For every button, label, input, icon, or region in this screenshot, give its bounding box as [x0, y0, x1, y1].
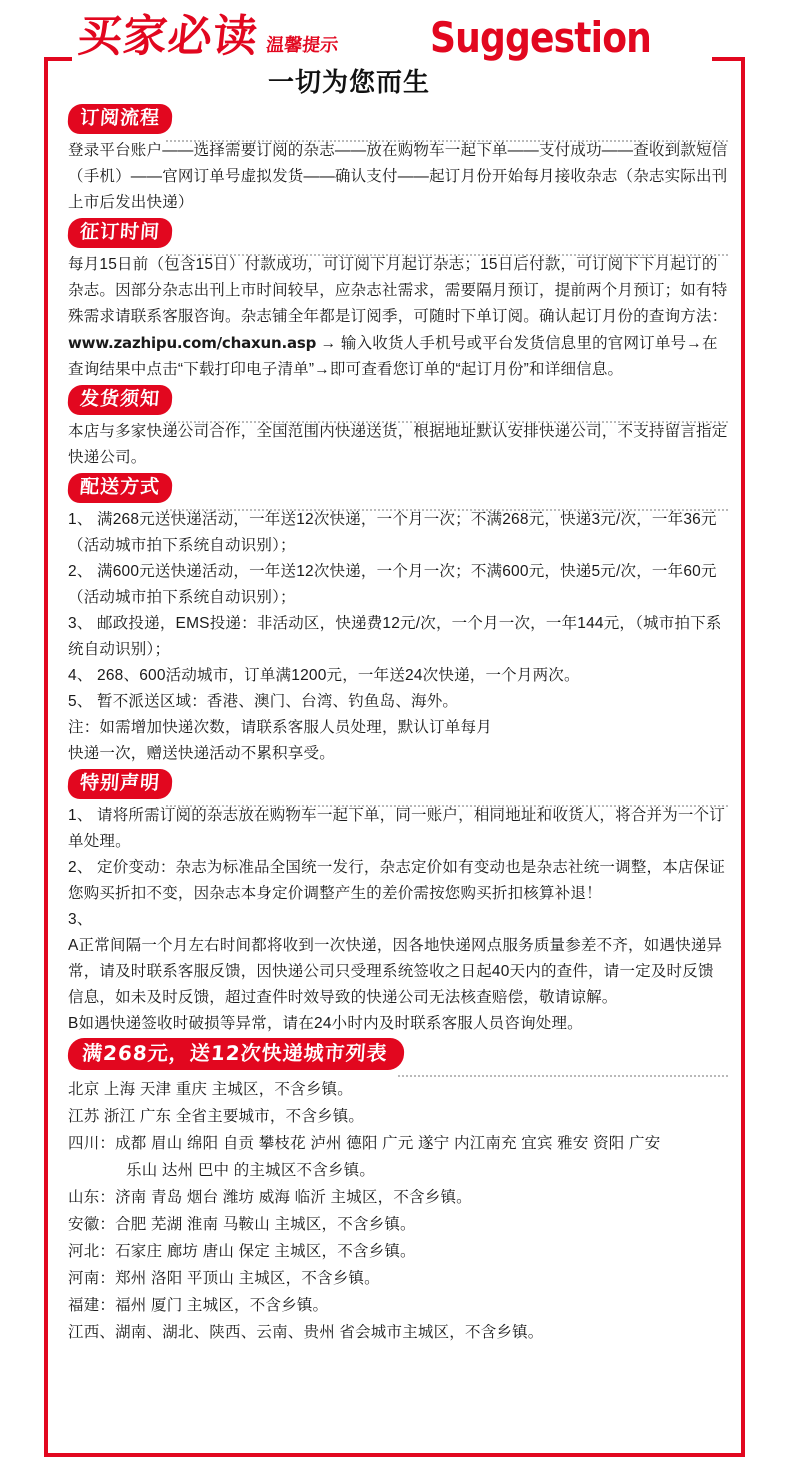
province-label: 四川： — [68, 1135, 116, 1152]
delivery-item: 4、 268、600活动城市，订单满1200元，一年送24次快递，一个月两次。 — [68, 667, 580, 684]
section-shipping-notice — [68, 385, 728, 471]
section-paragraph: 每月15日前（包含15日）付款成功，可订阅下月起订杂志；15日后付款，可订阅下下月起订的杂志。因部分杂志出刊上市时间较早，应杂志社需求，需要隔月预订，提前两个月预订；如有特殊需求请联系客服咨询。杂志铺全年都是订阅季，可随时下单订阅。确认起订月份的查询方法： — [68, 256, 728, 325]
query-method-paragraph — [68, 330, 728, 383]
masthead-slogan: 一切为您而生 — [268, 67, 431, 97]
city-row-anhui — [68, 1211, 728, 1238]
masthead-chinese-title-group — [75, 11, 340, 62]
section-badge-free-shipping-cities: 满268元，送12次快递城市列表 — [67, 1038, 405, 1070]
masthead-title-en: Suggestion — [430, 13, 652, 62]
province-label: 福建： — [68, 1297, 116, 1314]
delivery-item: 3、 邮政投递，EMS投递：非活动区，快递费12元/次，一个月一次，一年144元，（城市拍下系统自动识别）； — [68, 615, 722, 658]
header-dotted-rule — [166, 253, 728, 256]
section-subscription-process — [68, 104, 728, 216]
query-url-tail: → 输入收货人手机号或平台发货信息里的官网订单号→在查询结果中点击“下载打印电子清单”→即可查看您订单的“起订月份”和详细信息。 — [68, 335, 718, 378]
city-row: 江苏 浙江 广东 全省主要城市，不含乡镇。 — [68, 1108, 365, 1125]
section-header — [68, 104, 728, 134]
city-row-other-provinces: 江西、湖南、湖北、陕西、云南、贵州 省会城市主城区，不含乡镇。 — [68, 1324, 544, 1341]
city-list: 济南 青岛 烟台 潍坊 威海 临沂 主城区，不含乡镇。 — [115, 1189, 472, 1206]
city-row: 北京 上海 天津 重庆 主城区，不含乡镇。 — [68, 1081, 353, 1098]
province-label: 河南： — [68, 1270, 116, 1287]
city-row-sichuan — [68, 1130, 728, 1184]
city-list: 成都 眉山 绵阳 自贡 攀枝花 泸州 德阳 广元 遂宁 内江南充 宜宾 雅安 资阳 广安 — [115, 1135, 661, 1152]
header-dotted-rule — [398, 1074, 728, 1077]
section-badge-subscription-process: 订阅流程 — [67, 104, 173, 134]
section-badge-special-statement: 特别声明 — [67, 769, 173, 799]
header-dotted-rule — [166, 804, 728, 807]
section-special-statement — [68, 769, 728, 1037]
city-row-shandong — [68, 1184, 728, 1211]
section-paragraph: 本店与多家快递公司合作，全国范围内快递送货，根据地址默认安排快递公司，不支持留言指定快递公司。 — [68, 423, 728, 466]
province-label: 山东： — [68, 1189, 116, 1206]
city-row-head-body — [68, 1130, 728, 1157]
province-label: 安徽： — [68, 1216, 116, 1233]
section-free-shipping-cities — [68, 1039, 728, 1346]
delivery-item: 5、 暂不派送区域：香港、澳门、台湾、钓鱼岛、海外。 — [68, 693, 459, 710]
masthead-subtitle-cn: 温馨提示 — [265, 35, 340, 55]
section-header — [68, 473, 728, 503]
masthead-title-cn: 买家必读 — [75, 11, 261, 62]
section-badge-subscription-period: 征订时间 — [67, 218, 173, 248]
section-delivery-methods — [68, 473, 728, 767]
header-dotted-rule — [166, 139, 728, 142]
statement-item: 2、 定价变动：杂志为标准品全国统一发行，杂志定价如有变动也是杂志社统一调整，本店保证您购买折扣不变，因杂志本身定价调整产生的差价需按您购买折扣核算补退！ — [68, 859, 726, 902]
statement-item-b: B如遇快递签收时破损等异常，请在24小时内及时联系客服人员咨询处理。 — [68, 1015, 583, 1032]
city-list: 石家庄 廊坊 唐山 保定 主城区，不含乡镇。 — [115, 1243, 416, 1260]
delivery-item: 1、 满268元送快递活动，一年送12次快递，一个月一次；不满268元，快递3元/次，一年36元（活动城市拍下系统自动识别）； — [68, 511, 717, 554]
city-row-fujian — [68, 1292, 728, 1319]
section-paragraph: 登录平台账户——选择需要订阅的杂志——放在购物车一起下单——支付成功——查收到款短信（手机）——官网订单号虚拟发货——确认支付——起订月份开始每月接收杂志（杂志实际出刊上市后发出快递） — [68, 142, 728, 211]
header-dotted-rule — [166, 508, 728, 511]
section-subscription-period — [68, 218, 728, 383]
section-header — [68, 218, 728, 248]
statement-item: 3、 — [68, 911, 93, 928]
statement-item: 1、 请将所需订阅的杂志放在购物车一起下单，同一账户，相同地址和收货人，将合并为一个订单处理。 — [68, 807, 726, 850]
province-label: 河北： — [68, 1243, 116, 1260]
masthead — [0, 0, 790, 100]
city-list: 郑州 洛阳 平顶山 主城区，不含乡镇。 — [115, 1270, 380, 1287]
section-header — [68, 385, 728, 415]
city-row-hebei — [68, 1238, 728, 1265]
city-row-henan — [68, 1265, 728, 1292]
delivery-note: 注：如需增加快递次数，请联系客服人员处理，默认订单每月 — [68, 719, 492, 736]
section-badge-delivery-methods: 配送方式 — [67, 473, 173, 503]
section-header — [68, 769, 728, 799]
city-list: 合肥 芜湖 淮南 马鞍山 主城区，不含乡镇。 — [115, 1216, 416, 1233]
notice-content — [68, 104, 728, 1348]
section-header — [68, 1039, 728, 1069]
city-list: 福州 厦门 主城区，不含乡镇。 — [115, 1297, 329, 1314]
city-list-continued: 乐山 达州 巴中 的主城区不含乡镇。 — [126, 1162, 376, 1179]
statement-item-a: A正常间隔一个月左右时间都将收到一次快递，因各地快递网点服务质量参差不齐，如遇快递异常，请及时联系客服反馈，因快递公司只受理系统签收之日起40天内的查件，请一定及时反馈信息，如未及时反馈，超过查件时效导致的快递公司无法核查赔偿，敬请谅解。 — [68, 937, 723, 1006]
delivery-item: 2、 满600元送快递活动，一年送12次快递，一个月一次；不满600元，快递5元/次，一年60元（活动城市拍下系统自动识别）； — [68, 563, 717, 606]
header-dotted-rule — [166, 420, 728, 423]
section-badge-shipping-notice: 发货须知 — [67, 385, 173, 415]
delivery-note-continued: 快递一次，赠送快递活动不累积享受。 — [68, 745, 335, 762]
query-url[interactable]: www.zazhipu.com/chaxun.asp — [68, 334, 317, 352]
